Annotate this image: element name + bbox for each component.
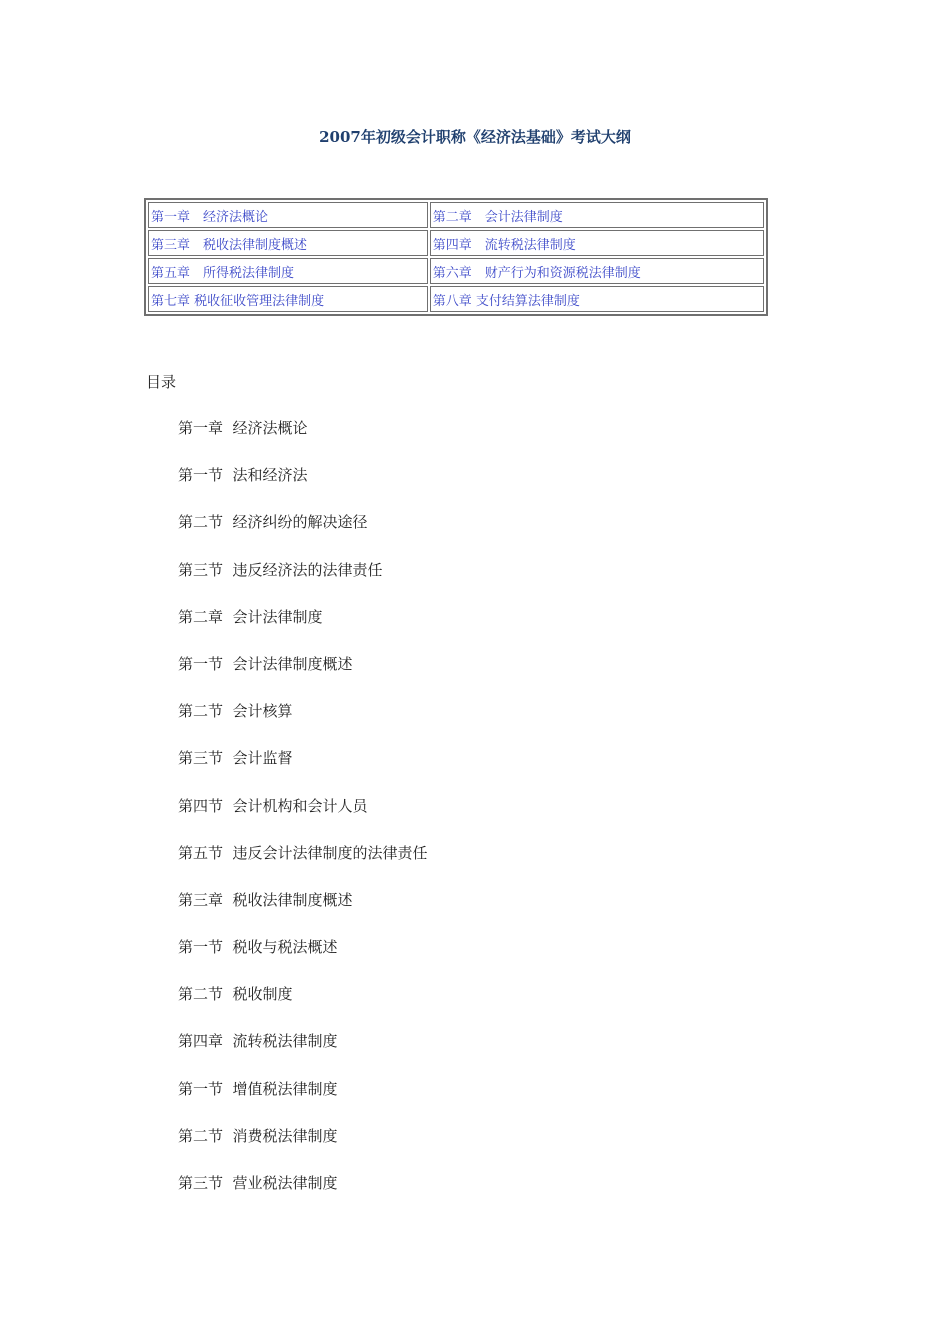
list-item: 第五节 违反会计法律制度的法律责任 xyxy=(178,843,428,862)
list-item: 第四节 会计机构和会计人员 xyxy=(178,796,368,815)
chapter-link-6[interactable]: 第六章 财产行为和资源税法律制度 xyxy=(430,258,764,284)
list-item: 第二章 会计法律制度 xyxy=(178,607,323,626)
list-item: 第四章 流转税法律制度 xyxy=(178,1032,338,1051)
list-item: 第一节 税收与税法概述 xyxy=(178,938,338,957)
list-item: 第三节 违反经济法的法律责任 xyxy=(178,560,383,579)
table-row xyxy=(148,286,764,312)
document-title: 2007年初级会计职称《经济法基础》考试大纲 xyxy=(319,128,631,146)
chapter-link-2[interactable]: 第二章 会计法律制度 xyxy=(430,202,764,228)
chapter-link-1[interactable]: 第一章 经济法概论 xyxy=(148,202,428,228)
list-item: 第一节 法和经济法 xyxy=(178,466,308,485)
chapter-link-5[interactable]: 第五章 所得税法律制度 xyxy=(148,258,428,284)
chapter-link-3[interactable]: 第三章 税收法律制度概述 xyxy=(148,230,428,256)
chapter-link-4[interactable]: 第四章 流转税法律制度 xyxy=(430,230,764,256)
outline-list xyxy=(178,418,428,1220)
list-item: 第三章 税收法律制度概述 xyxy=(178,890,353,909)
chapter-link-table xyxy=(144,198,768,316)
list-item: 第二节 消费税法律制度 xyxy=(178,1126,338,1145)
list-item: 第二节 经济纠纷的解决途径 xyxy=(178,513,368,532)
list-item: 第三节 会计监督 xyxy=(178,749,293,768)
toc-heading: 目录 xyxy=(146,373,177,391)
list-item: 第一章 经济法概论 xyxy=(178,419,308,437)
table-row xyxy=(148,202,764,228)
list-item: 第二节 税收制度 xyxy=(178,985,293,1004)
chapter-link-7[interactable]: 第七章 税收征收管理法律制度 xyxy=(148,286,428,312)
list-item: 第一节 会计法律制度概述 xyxy=(178,654,353,673)
list-item: 第一节 增值税法律制度 xyxy=(178,1079,338,1098)
list-item: 第三节 营业税法律制度 xyxy=(178,1174,338,1192)
chapter-link-8[interactable]: 第八章 支付结算法律制度 xyxy=(430,286,764,312)
list-item: 第二节 会计核算 xyxy=(178,702,293,721)
table-row xyxy=(148,258,764,284)
table-row xyxy=(148,230,764,256)
